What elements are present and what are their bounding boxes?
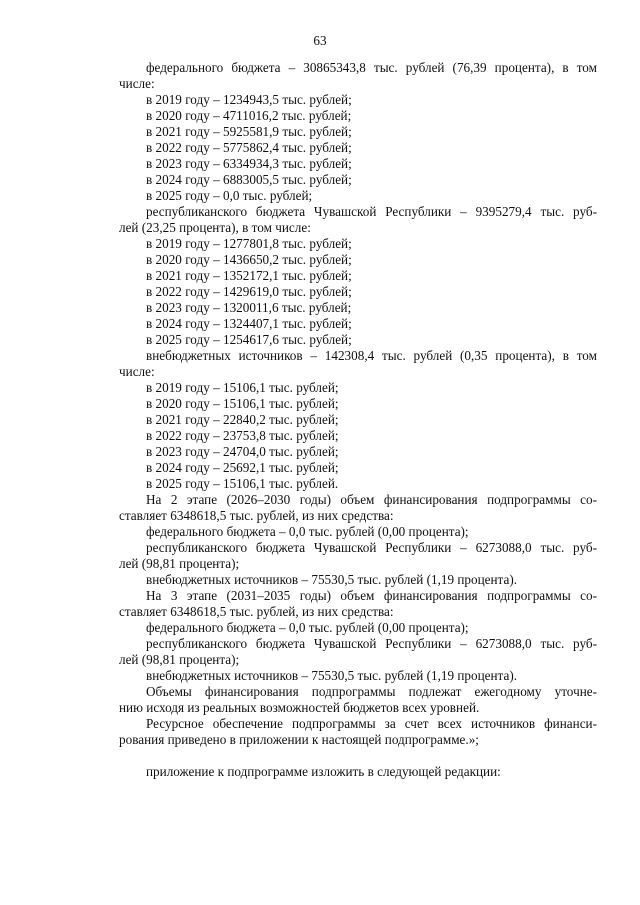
text-line: нию исходя из реальных возможностей бюджетов всех уровней. xyxy=(119,700,480,715)
text-line: в 2024 году – 1324407,1 тыс. рублей; xyxy=(146,316,352,331)
document-body xyxy=(119,60,597,780)
text-line: в 2019 году – 1234943,5 тыс. рублей; xyxy=(146,92,352,107)
text-line: внебюджетных источников – 75530,5 тыс. рублей (1,19 процента). xyxy=(146,668,518,683)
text-line: в 2022 году – 23753,8 тыс. рублей; xyxy=(146,428,339,443)
text-line: в 2020 году – 1436650,2 тыс. рублей; xyxy=(146,252,352,267)
text-line: рования приведено в приложении к настоящей подпрограмме.»; xyxy=(119,732,479,747)
text-line: республиканского бюджета Чувашской Республики – 6273088,0 тыс. руб- xyxy=(146,540,597,555)
text-line: республиканского бюджета Чувашской Республики – 9395279,4 тыс. руб- xyxy=(146,204,597,219)
text-line: в 2019 году – 1277801,8 тыс. рублей; xyxy=(146,236,352,251)
text-line: ставляет 6348618,5 тыс. рублей, из них средства: xyxy=(119,508,394,523)
page-number: 63 xyxy=(313,33,327,48)
text-line: в 2019 году – 15106,1 тыс. рублей; xyxy=(146,380,339,395)
text-line: федерального бюджета – 0,0 тыс. рублей (0,00 процента); xyxy=(146,620,469,635)
text-line: Ресурсное обеспечение подпрограммы за счет всех источников финанси- xyxy=(146,716,597,731)
text-line: На 2 этапе (2026–2030 годы) объем финансирования подпрограммы со- xyxy=(146,492,597,507)
text-line: в 2025 году – 0,0 тыс. рублей; xyxy=(146,188,313,203)
text-line: в 2022 году – 5775862,4 тыс. рублей; xyxy=(146,140,352,155)
text-line: внебюджетных источников – 75530,5 тыс. рублей (1,19 процента). xyxy=(146,572,518,587)
text-line: в 2025 году – 1254617,6 тыс. рублей; xyxy=(146,332,352,347)
text-line: в 2020 году – 4711016,2 тыс. рублей; xyxy=(146,108,352,123)
text-line: в 2022 году – 1429619,0 тыс. рублей; xyxy=(146,284,352,299)
text-line: Объемы финансирования подпрограммы подлежат ежегодному уточне- xyxy=(146,684,597,699)
text-line: лей (23,25 процента), в том числе: xyxy=(119,220,311,235)
text-line: в 2023 году – 6334934,3 тыс. рублей; xyxy=(146,156,352,171)
text-line: в 2024 году – 6883005,5 тыс. рублей; xyxy=(146,172,352,187)
text-line: республиканского бюджета Чувашской Республики – 6273088,0 тыс. руб- xyxy=(146,636,597,651)
text-line: лей (98,81 процента); xyxy=(119,556,240,571)
text-line: На 3 этапе (2031–2035 годы) объем финансирования подпрограммы со- xyxy=(146,588,597,603)
text-line: внебюджетных источников – 142308,4 тыс. рублей (0,35 процента), в том xyxy=(146,348,597,363)
text-line: приложение к подпрограмме изложить в следующей редакции: xyxy=(146,764,501,779)
text-line: в 2021 году – 5925581,9 тыс. рублей; xyxy=(146,124,352,139)
text-line: в 2021 году – 1352172,1 тыс. рублей; xyxy=(146,268,352,283)
text-line: в 2023 году – 1320011,6 тыс. рублей; xyxy=(146,300,352,315)
text-line: ставляет 6348618,5 тыс. рублей, из них средства: xyxy=(119,604,394,619)
blank-line xyxy=(119,748,597,764)
text-line: федерального бюджета – 0,0 тыс. рублей (0,00 процента); xyxy=(146,524,469,539)
text-line: числе: xyxy=(119,364,155,379)
text-line: числе: xyxy=(119,76,155,91)
text-line: в 2025 году – 15106,1 тыс. рублей. xyxy=(146,476,339,491)
text-line: федерального бюджета – 30865343,8 тыс. рублей (76,39 процента), в том xyxy=(146,60,597,75)
text-line: в 2023 году – 24704,0 тыс. рублей; xyxy=(146,444,339,459)
text-line: в 2024 году – 25692,1 тыс. рублей; xyxy=(146,460,339,475)
text-line: лей (98,81 процента); xyxy=(119,652,240,667)
text-line: в 2021 году – 22840,2 тыс. рублей; xyxy=(146,412,339,427)
text-line: в 2020 году – 15106,1 тыс. рублей; xyxy=(146,396,339,411)
